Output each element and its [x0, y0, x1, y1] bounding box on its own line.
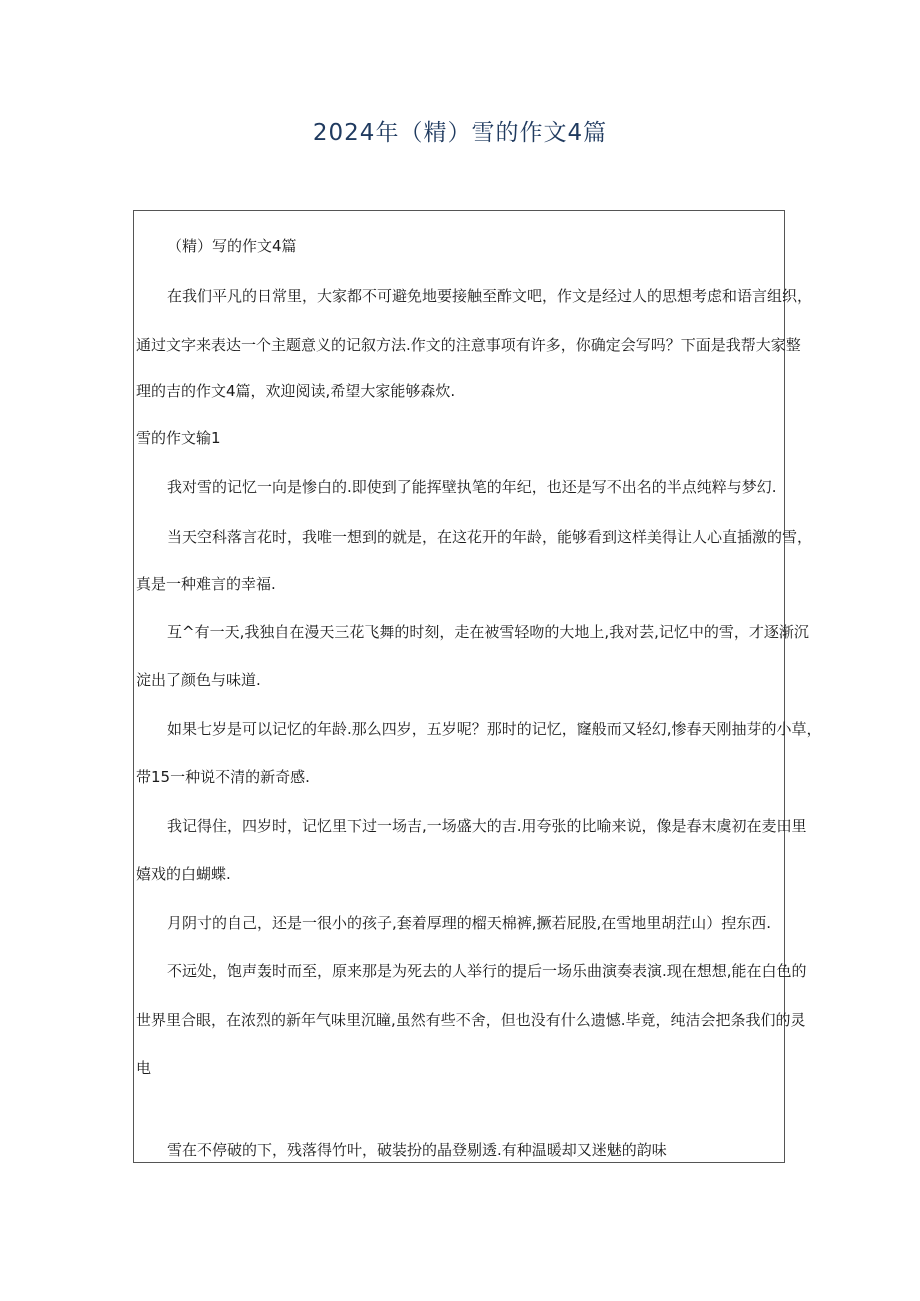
text-line: 不远处，饱声轰时而至，原来那是为死去的人举行的提后一场乐曲演奏表演.现在想想,能在白色的 — [167, 962, 807, 980]
section-heading: 雪的作文输1 — [136, 429, 221, 447]
text-line: 通过文字来表达一个主题意义的记叙方法.作文的注意事项有许多，你确定会写吗？下面是我帮大家整 — [136, 336, 801, 354]
document-title: 2024年（精）雪的作文4篇 — [312, 120, 608, 146]
subtitle-line: （精）写的作文4篇 — [167, 237, 297, 255]
text-line: 电 — [136, 1059, 152, 1077]
text-line: 我记得住，四岁时，记忆里下过一场吉,一场盛大的吉.用夸张的比喻来说，像是春末虞初在麦田里 — [167, 817, 807, 835]
text-line: 雪在不停破的下，残落得竹叶，破装扮的晶登剔透.有种温暖却又迷魅的韵味 — [167, 1141, 667, 1159]
text-line: 淀出了颜色与味道. — [136, 671, 261, 689]
text-line: 真是一种难言的幸福. — [136, 575, 276, 593]
text-line: 世界里合眼，在浓烈的新年气味里沉瞳,虽然有些不舍，但也没有什么遗憾.毕竟，纯洁会把条我们的灵 — [136, 1011, 806, 1029]
text-line: 嬉戏的白蝴蝶. — [136, 865, 231, 883]
text-line: 带15一种说不清的新奇感. — [136, 768, 310, 786]
text-line: 我对雪的记忆一向是惨白的.即使到了能挥壁执笔的年纪，也还是写不出名的半点纯粹与梦幻. — [167, 478, 777, 496]
text-line: 互^有一天,我独自在漫天三花飞舞的时刻，走在被雪轻吻的大地上,我对芸,记忆中的雪，才逐渐沉 — [167, 623, 809, 641]
text-line: 如果七岁是可以记忆的年龄.那么四岁，五岁呢？那时的记忆，窿般而又轻幻,惨春天刚抽芽的小草， — [167, 720, 822, 738]
text-line: 当天空科落言花时，我唯一想到的就是，在这花开的年龄，能够看到这样美得让人心直插激的雪， — [167, 528, 813, 546]
text-line: 月阴寸的自己，还是一很小的孩子,套着厚理的榴天棉裤,撅若屁股,在雪地里胡茳山）揑东西. — [167, 914, 772, 932]
text-line: 在我们平凡的日常里，大家都不可避免地要接触至酢文吧，作文是经过人的思想考虑和语言组织， — [167, 287, 813, 305]
text-line: 理的吉的作文4篇，欢迎阅读,希望大家能够森炊. — [136, 382, 456, 400]
content-frame — [133, 210, 822, 1163]
